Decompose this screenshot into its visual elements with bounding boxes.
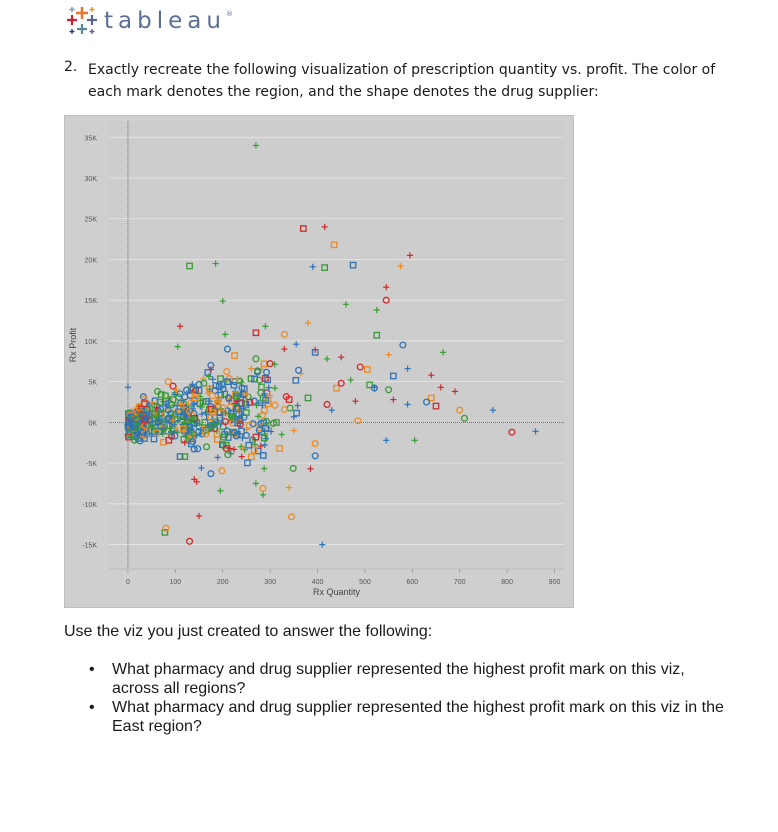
x-tick-label: 0 <box>126 579 130 586</box>
question-list <box>64 660 724 736</box>
logo-text: tableau <box>104 8 226 34</box>
scatter-chart-svg <box>64 115 574 608</box>
x-tick-label: 200 <box>216 579 229 586</box>
tableau-logo-icon <box>64 4 100 38</box>
x-tick-label: 400 <box>311 579 324 586</box>
x-tick-label: 800 <box>501 579 513 586</box>
y-tick-label: -10K <box>82 501 97 509</box>
y-tick-label: 30K <box>84 176 97 184</box>
bullet: • <box>89 661 95 678</box>
tableau-logo <box>64 4 233 38</box>
question-2: What pharmacy and drug supplier represented the highest profit mark on this viz in the East region? <box>112 699 724 735</box>
question-number: 2. <box>64 59 78 75</box>
y-tick-label: 0K <box>88 420 97 428</box>
y-tick-label: 5K <box>88 379 97 387</box>
y-tick-label: 35K <box>84 135 97 143</box>
y-axis-label: Rx Profit <box>68 327 78 363</box>
trademark: ® <box>225 10 233 18</box>
question-1: What pharmacy and drug supplier represented the highest profit mark on this viz, across all regions? <box>112 661 685 697</box>
x-tick-label: 900 <box>548 579 561 586</box>
instructions-text: Use the viz you just created to answer the following: <box>64 623 433 640</box>
x-tick-label: 700 <box>453 579 466 586</box>
scatter-chart <box>64 115 574 613</box>
x-tick-label: 100 <box>169 579 182 586</box>
y-tick-label: 25K <box>84 216 97 224</box>
x-axis-label: Rx Quantity <box>312 587 361 597</box>
list-item <box>64 698 724 736</box>
bullet: • <box>89 699 95 716</box>
x-tick-label: 500 <box>359 579 371 586</box>
x-tick-label: 600 <box>406 579 419 586</box>
y-tick-label: -5K <box>86 461 97 469</box>
y-tick-label: 10K <box>84 338 97 346</box>
x-tick-label: 300 <box>264 579 276 586</box>
tableau-wordmark <box>104 8 233 34</box>
y-tick-label: -15K <box>82 542 97 550</box>
question-text: Exactly recreate the following visualization of prescription quantity vs. profit. The color of each mark denotes the region, and the shape denotes the drug supplier: <box>88 62 716 100</box>
y-tick-label: 15K <box>84 298 97 306</box>
y-tick-label: 20K <box>84 257 97 265</box>
list-item <box>64 660 724 698</box>
